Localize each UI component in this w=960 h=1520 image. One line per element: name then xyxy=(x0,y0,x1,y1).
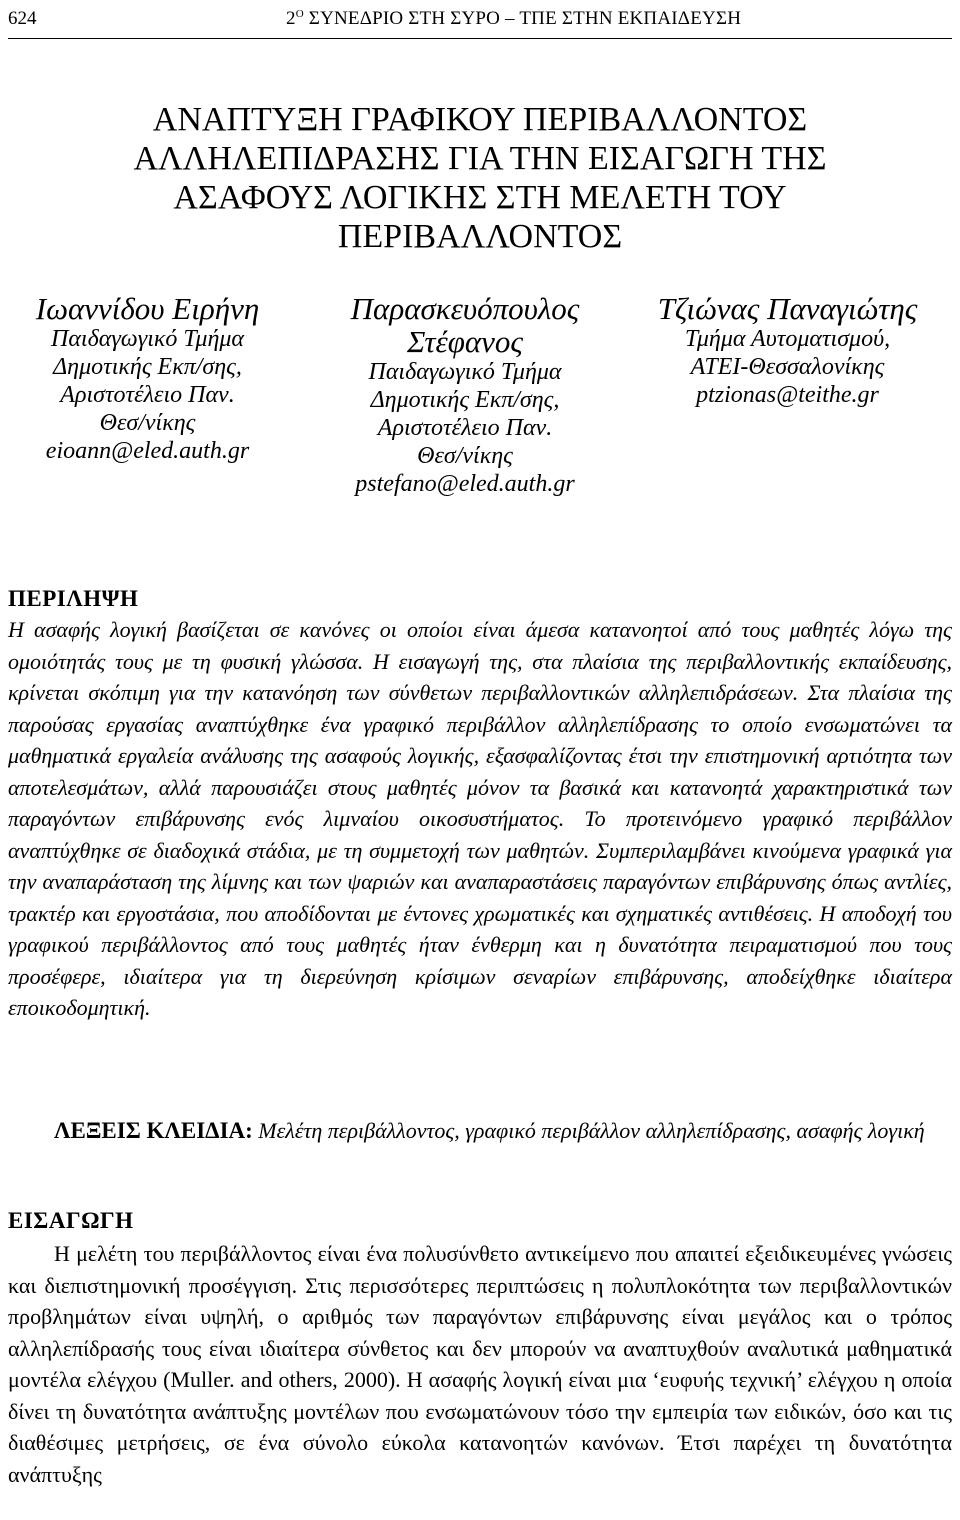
conference-ordinal: Ο xyxy=(295,8,304,20)
author-affiliation: Δημοτικής Εκπ/σης, xyxy=(53,354,242,380)
abstract-heading: ΠΕΡΙΛΗΨΗ xyxy=(8,586,139,611)
author-name: Στέφανος xyxy=(407,324,523,359)
title-line: ΑΣΑΦΟΥΣ ΛΟΓΙΚΗΣ ΣΤΗ ΜΕΛΕΤΗ ΤΟΥ xyxy=(173,179,787,216)
paper-title xyxy=(60,100,900,256)
author-affiliation: Αριστοτέλειο Παν. xyxy=(60,382,235,408)
title-line: ΠΕΡΙΒΑΛΛΟΝΤΟΣ xyxy=(337,218,623,255)
author-name: Ιωαννίδου Ειρήνη xyxy=(35,291,260,326)
keywords-label: ΛΕΞΕΙΣ ΚΛΕΙΔΙΑ: xyxy=(54,1118,253,1143)
introduction-heading: ΕΙΣΑΓΩΓΗ xyxy=(8,1208,134,1233)
conference-name: ΣΥΝΕΔΡΙΟ ΣΤΗ ΣΥΡΟ – ΤΠΕ ΣΤΗΝ ΕΚΠΑΙΔΕΥΣΗ xyxy=(303,8,742,29)
author-affiliation: Παιδαγωγικό Τμήμα xyxy=(368,359,562,385)
author-ioannidou xyxy=(10,292,285,465)
conference-title xyxy=(286,8,741,30)
author-paraskevopoulos xyxy=(320,292,610,498)
title-line: ΑΛΛΗΛΕΠΙΔΡΑΣΗΣ ΓΙΑ ΤΗΝ ΕΙΣΑΓΩΓΗ ΤΗΣ xyxy=(133,140,827,177)
author-affiliation: ΑΤΕΙ-Θεσσαλονίκης xyxy=(690,354,885,380)
keywords-text: Μελέτη περιβάλλοντος, γραφικό περιβάλλον αλληλεπίδρασης, ασαφής λογική xyxy=(252,1118,925,1143)
keywords xyxy=(8,1115,952,1147)
author-affiliation: Παιδαγωγικό Τμήμα xyxy=(50,326,245,352)
author-affiliation: Τμήμα Αυτοματισμού, xyxy=(684,326,891,352)
title-line: ΑΝΑΠΤΥΞΗ ΓΡΑΦΙΚΟΥ ΠΕΡΙΒΑΛΛΟΝΤΟΣ xyxy=(152,101,808,138)
running-header xyxy=(8,2,952,39)
page-number: 624 xyxy=(8,8,37,29)
conference-number: 2 xyxy=(286,8,296,29)
author-affiliation: Θεσ/νίκης xyxy=(417,443,513,469)
author-email: ptzionas@teithe.gr xyxy=(696,382,879,408)
author-affiliation: Δημοτικής Εκπ/σης, xyxy=(370,387,560,413)
author-email: eioann@eled.auth.gr xyxy=(45,438,250,464)
author-email: pstefano@eled.auth.gr xyxy=(355,471,575,497)
abstract-text: Η ασαφής λογική βασίζεται σε κανόνες οι οποίοι είναι άμεσα κατανοητοί από τους μαθητές λόγω της ομοιότητάς τους με τη φυσική γλώσσα. Η εισαγωγή της, στα πλαίσια της περιβαλλοντικής εκπαίδευσης, κρίνεται σκόπιμη για την κατανόηση των σύνθετων περιβαλλοντικών αλληλεπιδράσεων. Στα πλαίσια της παρούσας εργασίας αναπτύχθηκε ένα γραφικό περιβάλλον αλληλεπίδρασης το οποίο ενσωματώνει τα μαθηματικά εργαλεία ανάλυσης της ασαφούς λογικής, εξασφαλίζοντας έτσι την επιστημονική αρτιότητα των αποτελεσμάτων, αλλά παρουσιάζει στους μαθητές μόνον τα βασικά και κατανοητά χαρακτηριστικά των παραγόντων επιβάρυνσης ενός λιμναίου οικοσυστήματος. Το προτεινόμενο γραφικό περιβάλλον αναπτύχθηκε σε διαδοχικά στάδια, με τη συμμετοχή των μαθητών. Συμπεριλαμβάνει κινούμενα γραφικά για την αναπαράσταση της λίμνης και των ψαριών και αναπαραστάσεις παραγόντων επιβάρυνσης όπως αντλίες, τρακτέρ και εργοστάσια, που αποδίδονται με έντονες χρωματικές και σχηματικές αντιθέσεις. Η αποδοχή του γραφικού περιβάλλοντος από τους μαθητές ήταν ένθερμη και η δυνατότητα πειραματισμού που τους προσέφερε, ιδιαίτερα για τη διερεύνηση κρίσιμων σεναρίων επιβάρυνσης, αποδείχθηκε ιδιαίτερα εποικοδομητική. xyxy=(8,617,952,1020)
author-name: Τζιώνας Παναγιώτης xyxy=(657,291,918,326)
author-tzionas xyxy=(615,292,960,409)
introduction-text: Η μελέτη του περιβάλλοντος είναι ένα πολυσύνθετο αντικείμενο που απαιτεί εξειδικευμένες γνώσεις και διεπιστημονική προσέγγιση. Στις περισσότερες περιπτώσεις η πολυπλοκότητα των περιβαλλοντικών προβλημάτων είναι υψηλή, ο αριθμός των παραγόντων επιβάρυνσης είναι μεγάλος και ο τρόπος αλληλεπίδρασής τους είναι ιδιαίτερα σύνθετος και δεν μπορούν να αναπτυχθούν αναλυτικά μαθηματικά μοντέλα ελέγχου (Muller. and others, 2000). Η ασαφής λογική είναι μια ‘ευφυής τεχνική’ ελέγχου η οποία δίνει τη δυνατότητα ανάπτυξης μοντέλων που ενσωματώνουν τόσο την εμπειρία των ειδικών, όσο και τις διαθέσιμες μετρήσεις, σε ένα σύνολο εύκολα κατανοητών κανόνων. Έτσι παρέχει τη δυνατότητα ανάπτυξης xyxy=(8,1241,952,1487)
author-affiliation: Θεσ/νίκης xyxy=(99,410,196,436)
author-affiliation: Αριστοτέλειο Παν. xyxy=(377,415,553,441)
author-name: Παρασκευόπουλος xyxy=(350,291,580,326)
